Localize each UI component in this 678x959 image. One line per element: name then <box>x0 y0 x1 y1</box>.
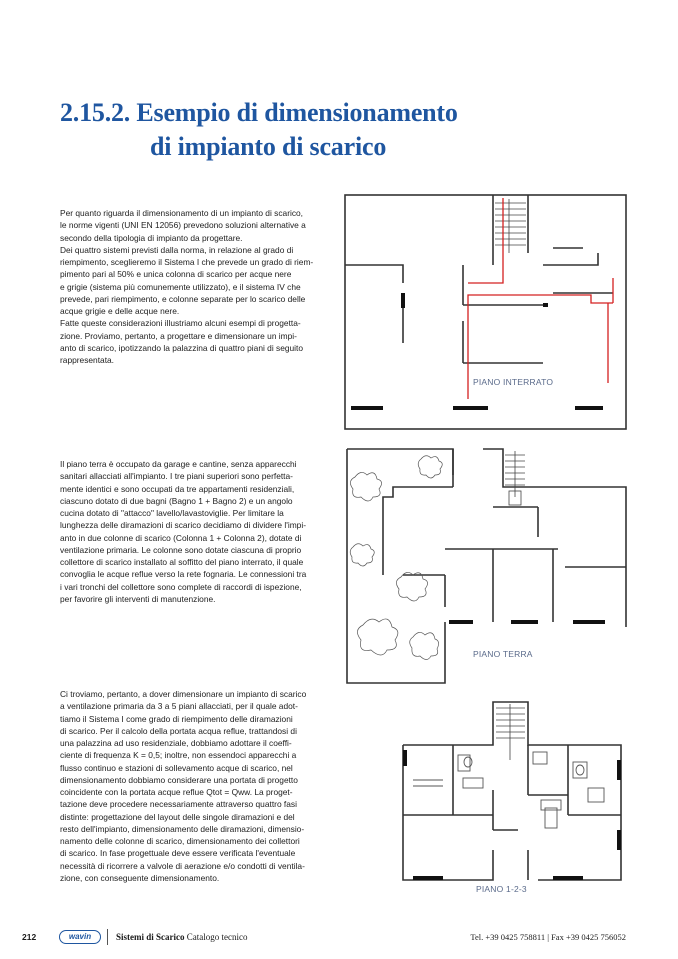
text-line: rappresentata. <box>60 355 115 365</box>
text-line: collettore di scarico installato al soffitto del piano interrato, il quale <box>60 557 304 567</box>
text-line: dimensionamento dobbiamo considerare una portata di progetto <box>60 774 298 785</box>
text-line: anto di scarico, ipotizzando la palazzina di quattro piani di seguito <box>60 342 304 353</box>
text-line: namento delle colonne di scarico, dimensionamento dei collettori <box>60 836 300 846</box>
upper-drawing <box>343 700 629 900</box>
text-line: di scarico. In fase progettuale deve essere verificata l'eventuale <box>60 848 296 859</box>
paragraph-dimensioning <box>60 688 332 884</box>
title-line-2: di impianto di scarico <box>150 132 387 161</box>
text-line: resto dell'impianto, dimensionamento delle diramazioni, dimensio- <box>60 823 305 834</box>
floor-plan-ground <box>343 447 629 687</box>
text-line: ciente di frequenza K = 0,5; inoltre, non essendoci apparecchi a <box>60 750 297 761</box>
text-line: Fatte queste considerazioni illustriamo alcuni esempi di progetta- <box>60 318 301 329</box>
text-line: mente identici e sono occupati da tre appartamenti residenziali, <box>60 483 295 494</box>
text-line: Dei quattro sistemi previsti dalla norma, in relazione al grado di <box>60 244 294 255</box>
page-title <box>60 96 620 164</box>
text-line: necessità di ricorrere a valvole di aerazione e/o condotti di ventila- <box>60 860 305 871</box>
footer-divider <box>107 929 108 945</box>
text-line: e grigie (sistema più comunemente utilizzato), e il sistema IV che <box>60 281 301 292</box>
text-line: sanitari allacciati all'impianto. I tre piani superiori sono perfetta- <box>60 471 293 482</box>
upper-label: PIANO 1-2-3 <box>476 884 527 894</box>
text-line: coincidente con la portata acque reflue Qtot = Qww. La proget- <box>60 787 293 797</box>
text-line: Per quanto riguarda il dimensionamento di un impianto di scarico, <box>60 208 304 218</box>
text-line: zione. Proviamo, pertanto, a progettare e dimensionare un impi- <box>60 330 297 341</box>
text-line: pimento pari al 50% e unica colonna di scarico per acque nere <box>60 269 292 280</box>
text-line: secondo della tipologia di impianto da progettare. <box>60 232 243 243</box>
contact-info: Tel. +39 0425 758811 | Fax +39 0425 756052 <box>470 932 626 942</box>
paragraph-building <box>60 458 332 605</box>
paragraph-intro <box>60 207 332 366</box>
text-line: per favorire gli interventi di manutenzione. <box>60 593 216 604</box>
title-line-1: 2.15.2. Esempio di dimensionamento <box>60 98 458 127</box>
catalog-title-bold: Sistemi di Scarico <box>116 932 185 942</box>
basement-label: PIANO INTERRATO <box>473 377 554 387</box>
text-line: convoglia le acque reflue verso la rete fognaria. Le connessioni tra <box>60 569 307 580</box>
text-line: anto in due colonne di scarico (Colonna 1 + Colonna 2), dotate di <box>60 532 302 543</box>
text-line: cucina dotato di "attacco" lavello/lavastoviglie. Per limitare la <box>60 508 284 518</box>
text-line: lunghezza delle diramazioni di scarico decidiamo di dividere l'impi- <box>60 520 306 531</box>
text-line: di scarico. Per il calcolo della portata acqua reflue, trattandosi di <box>60 725 297 736</box>
ground-label: PIANO TERRA <box>473 649 533 659</box>
text-line: distinte: progettazione del layout delle singole diramazioni e del <box>60 811 295 822</box>
catalog-title <box>116 932 247 942</box>
text-line: i vari tronchi del collettore sono complete di raccordi di ispezione, <box>60 581 302 592</box>
text-line: Il piano terra è occupato da garage e cantine, senza apparecchi <box>60 459 297 469</box>
text-line: le norme vigenti (UNI EN 12056) prevedono soluzioni alternative a <box>60 220 306 231</box>
text-line: zione, con conseguente dimensionamento. <box>60 872 220 883</box>
floor-plan-basement <box>343 193 629 433</box>
page-footer <box>0 928 678 948</box>
text-line: prevede, pari riempimento, e colonne separate per lo scarico delle <box>60 293 306 304</box>
text-line: riempimento, sceglieremo il Sistema I che prevede un grado di riem- <box>60 257 314 267</box>
catalog-title-rest: Catalogo tecnico <box>184 932 248 942</box>
text-line: flusso continuo e stazioni di sollevamento acque di scarico, nel <box>60 762 293 773</box>
page-number: 212 <box>22 932 37 942</box>
text-line: una palazzina ad uso residenziale, dobbiamo adottare il coeffi- <box>60 738 292 748</box>
text-line: tiamo il Sistema I come grado di riempimento delle diramazioni <box>60 713 293 724</box>
basement-drawing <box>343 193 629 433</box>
text-line: a ventilazione primaria da 3 a 5 piani allacciati, per il quale adot- <box>60 701 298 712</box>
floor-plan-upper <box>343 700 629 900</box>
text-line: ciascuno dotato di due bagni (Bagno 1 + Bagno 2) e un angolo <box>60 495 293 506</box>
text-line: ventilazione primaria. Le colonne sono dotate ciascuna di proprio <box>60 544 302 555</box>
text-line: Ci troviamo, pertanto, a dover dimensionare un impianto di scarico <box>60 689 307 699</box>
text-line: acque grigie e delle acque nere. <box>60 306 180 316</box>
text-line: tazione deve procedere necessariamente attraverso quattro fasi <box>60 799 297 810</box>
wavin-logo: wavin <box>59 930 101 944</box>
